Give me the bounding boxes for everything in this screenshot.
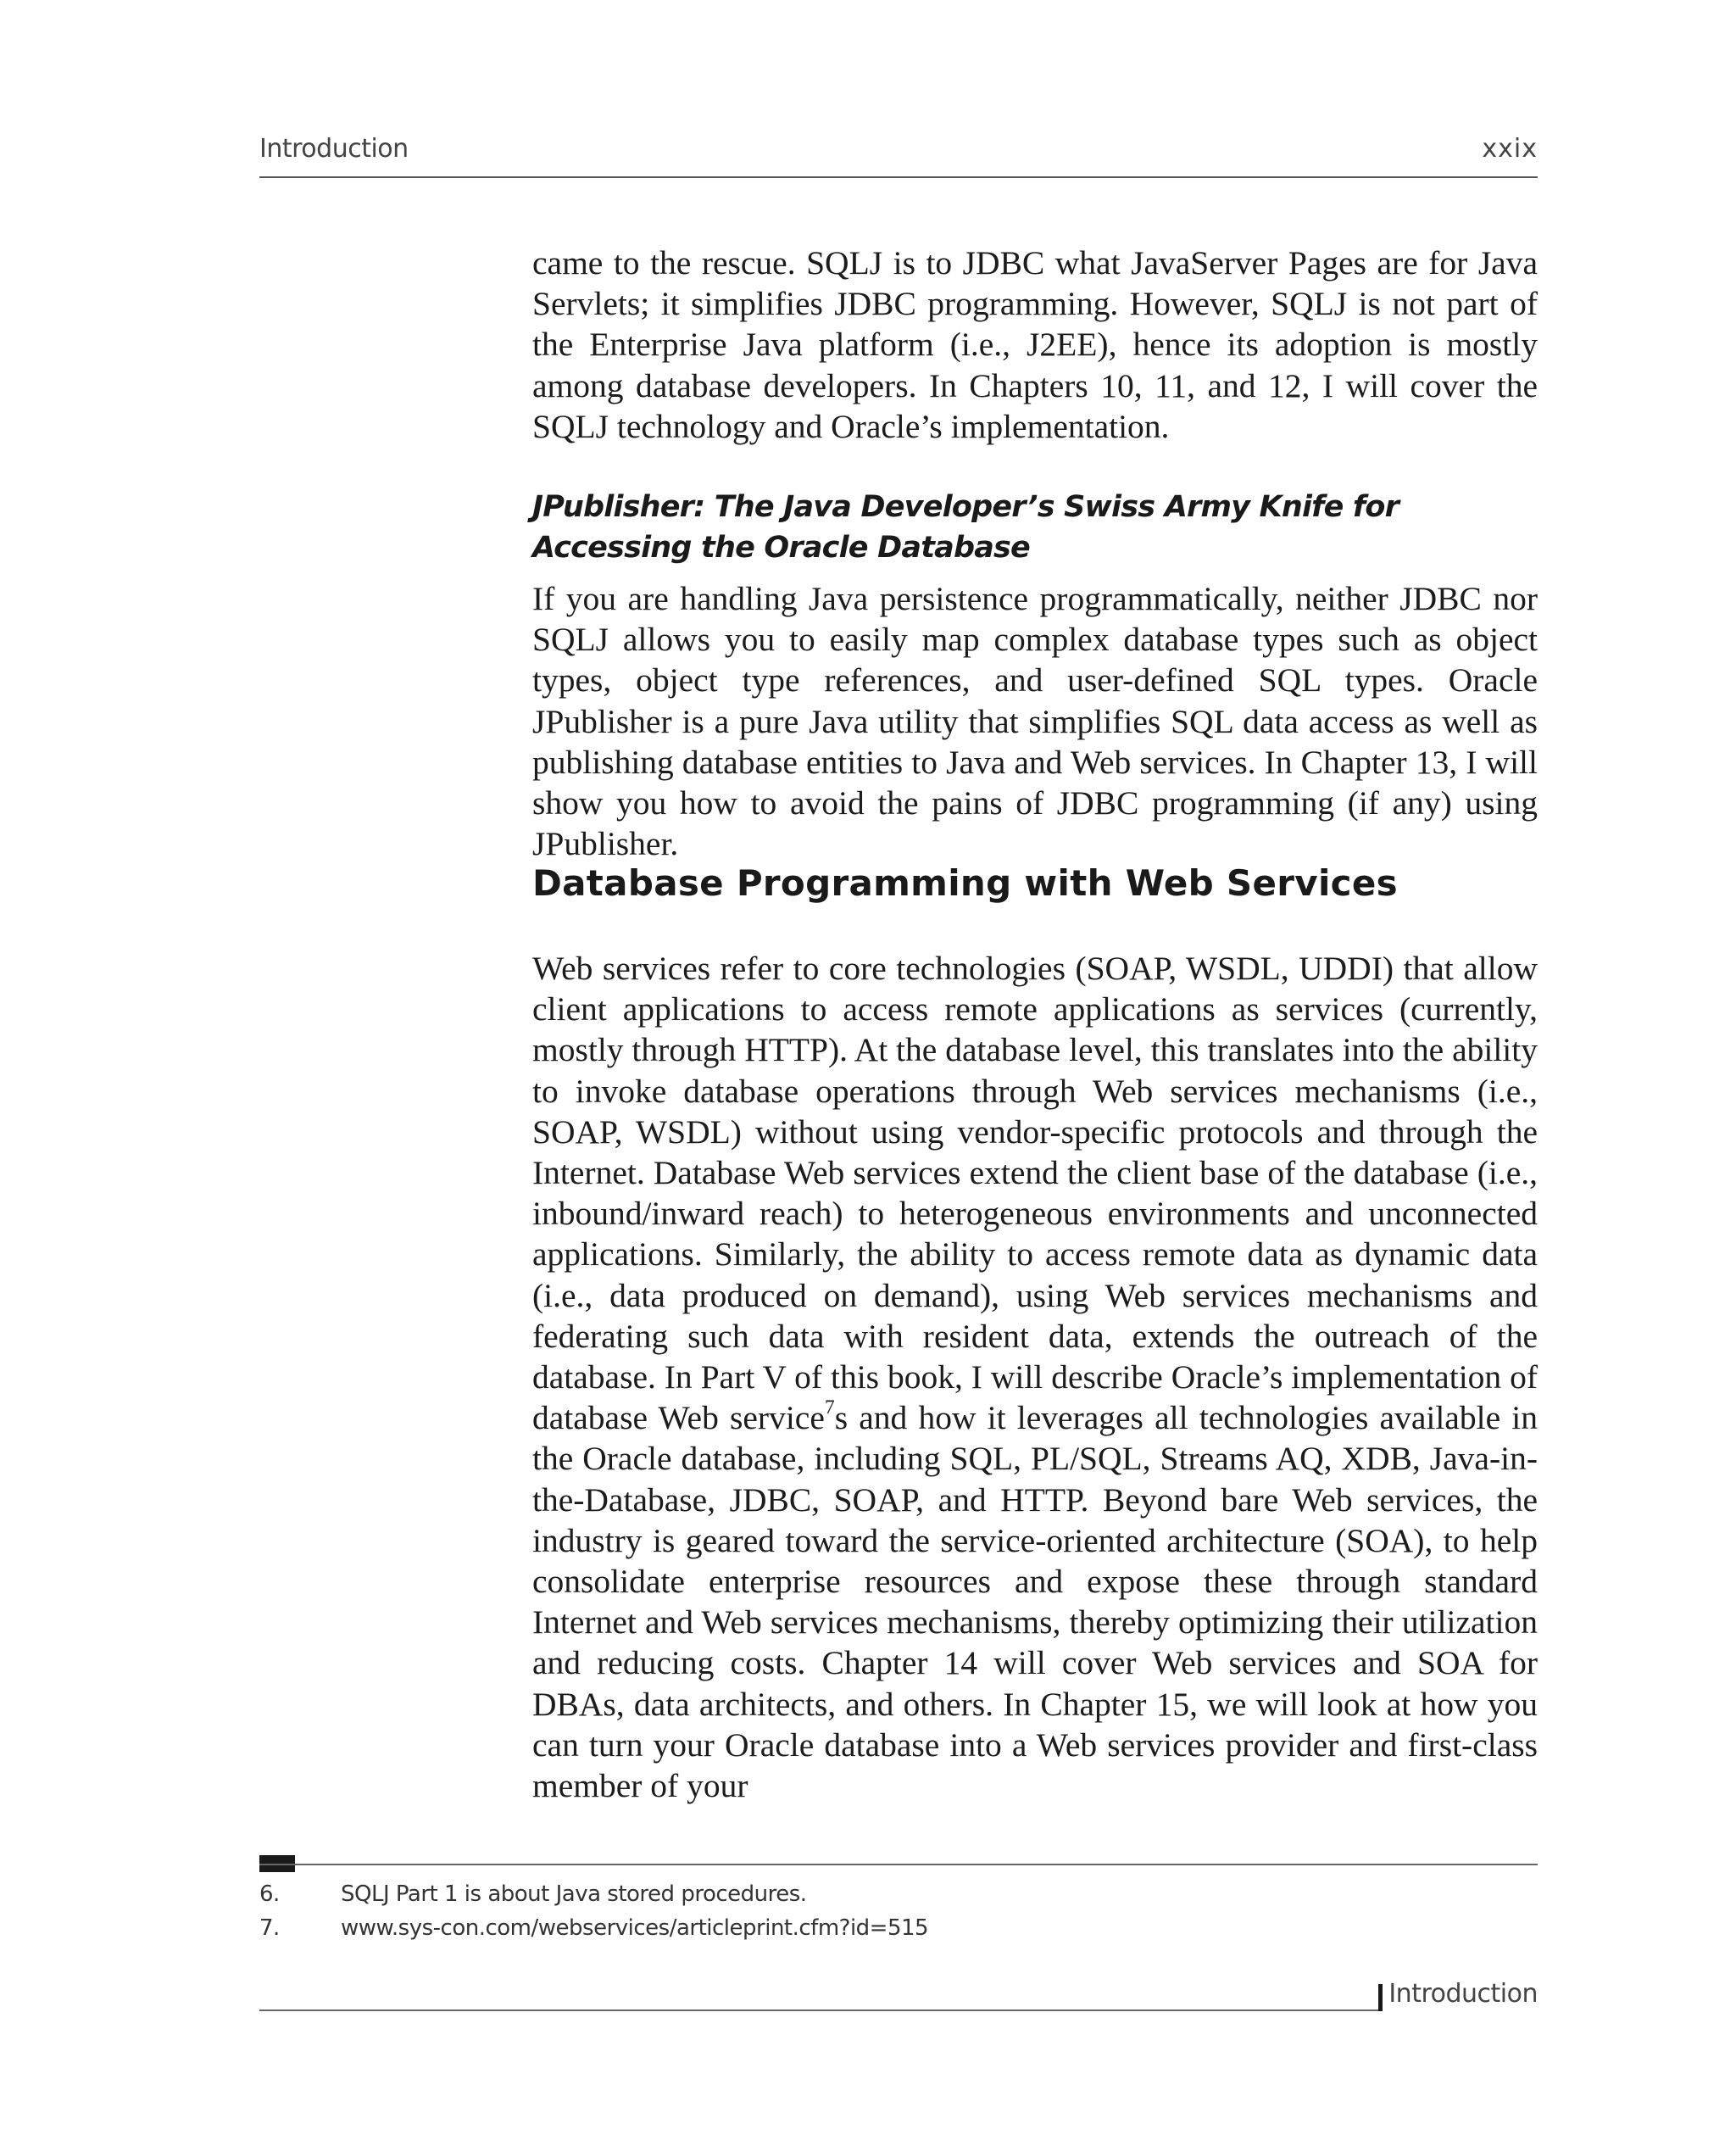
subheading-jpublisher: JPublisher: The Java Developer’s Swiss Army Knife for Accessing the Oracle Database [532,490,1399,565]
footnote-number: 6. [259,1881,280,1907]
paragraph-jpublisher: If you are handling Java persistence programmatically, neither JDBC nor SQLJ allows you to easily map complex database types such as object types, object type references, and user-defined SQL types. Oracle JPublisher is a pure Java utility that simplifies SQL data access as well as publishing database entities to Java and Web services. In Chapter 13, I will show you how to avoid the pains of JDBC programming (if any) using JPublisher. [532,580,1538,863]
footnotes [259,1877,1538,1945]
footnote-rule [259,1864,1538,1865]
footnote-number: 7. [259,1915,280,1941]
section-heading-block [532,860,1538,907]
paragraph-sqlj: came to the rescue. SQLJ is to JDBC what JavaServer Pages are for Java Servlets; it simplifies JDBC programming. However, SQLJ is not part of the Enterprise Java platform (i.e., J2EE), hence its adoption is mostly among database developers. In Chapters 10, 11, and 12, I will cover the SQLJ technology and Oracle’s implementation. [532,244,1538,445]
footnote-url[interactable]: www.sys-con.com/webservices/articleprint.cfm?id=515 [341,1915,929,1941]
subheading-block [532,487,1538,568]
header-section-title: Introduction [259,134,409,164]
header-page-number: xxix [1482,134,1538,164]
paragraph-text-part: Web services refer to core technologies (SOAP, WSDL, UDDI) that allow client applications to access remote applications as services (currently, mostly through HTTP). At the database level, this translates into the ability to invoke database operations through Web services mechanisms (i.e., SOAP, WSDL) without using vendor-specific protocols and through the Internet. Database Web services extend the client base of the database (i.e., inbound/inward reach) to heterogeneous environments and unconnected applications. Similarly, the ability to access remote data as dynamic data (i.e., data produced on demand), using Web services mechanisms and federating such data with resident data, extends the outreach of the database. In Part V of this book, I will describe Oracle’s implementation of database Web service [532,950,1538,1437]
paragraph-web-services [532,948,1538,1806]
footnote-text: SQLJ Part 1 is about Java stored procedures. [341,1881,807,1907]
section-heading-web-services: Database Programming with Web Services [532,862,1398,904]
running-header [259,132,1538,178]
footer-label: Introduction [1388,1979,1538,2009]
paragraph-text-part: s and how it leverages all technologies available in the Oracle database, including SQL, PL/SQL, Streams AQ, XDB, Java-in-the-Database, JDBC, SOAP, and HTTP. Beyond bare Web services, the industry is geared toward the service-oriented architecture (SOA), to help consolidate enterprise resources and expose these through standard Internet and Web services mechanisms, thereby optimizing their utilization and reducing costs. Chapter 14 will cover Web services and SOA for DBAs, data architects, and others. In Chapter 15, we will look at how you can turn your Oracle database into a Web services provider and first-class member of your [532,1399,1538,1805]
footnote-item [259,1911,1538,1945]
footnote-item [259,1877,1538,1911]
footer-rule [259,2009,1380,2011]
footnote-reference-7[interactable]: 7 [824,1396,835,1419]
running-footer [259,1979,1538,2013]
footer-bar [1378,1984,1383,2011]
